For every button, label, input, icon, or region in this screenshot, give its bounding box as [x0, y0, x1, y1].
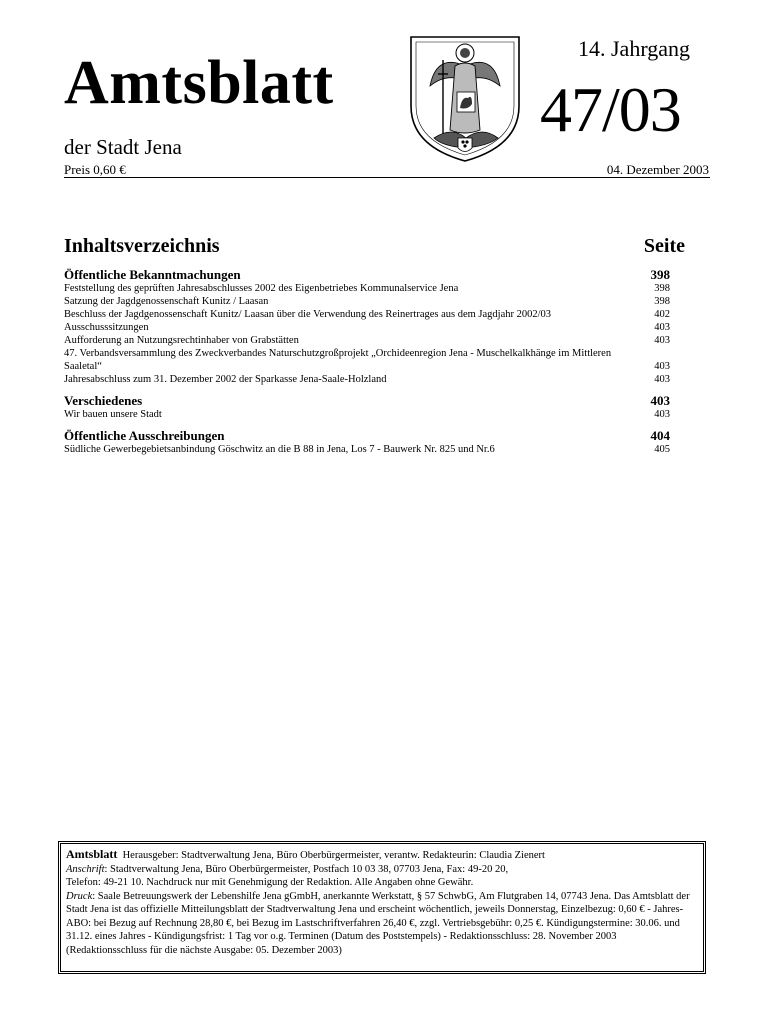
table-of-contents — [64, 236, 685, 456]
imprint-print-label: Druck — [66, 890, 93, 902]
masthead-subtitle: der Stadt Jena — [64, 135, 182, 159]
issue-number: 47/03 — [540, 74, 681, 145]
header-divider — [64, 177, 710, 178]
toc-entry-page: 398 — [654, 283, 670, 294]
toc-entry-text: Jahresabschluss zum 31. Dezember 2002 der Sparkasse Jena-Saale-Holzland — [64, 374, 387, 385]
toc-entry — [64, 347, 670, 373]
toc-section-title: Öffentliche Ausschreibungen — [64, 428, 225, 443]
toc-entry-text: Aufforderung an Nutzungsrechtinhaber von Grabstätten — [64, 335, 299, 346]
toc-entry — [64, 443, 670, 456]
toc-heading: Inhaltsverzeichnis — [64, 235, 220, 257]
toc-entry-text: Wir bauen unsere Stadt — [64, 409, 162, 420]
imprint-next-deadline: (Redaktionsschluss für die nächste Ausgabe: 05. Dezember 2003) — [66, 944, 342, 956]
toc-section-heading — [64, 393, 670, 408]
toc-entry-page: 403 — [654, 409, 670, 420]
toc-heading-row — [64, 236, 685, 256]
toc-entry-page: 398 — [654, 296, 670, 307]
toc-entry-text: Südliche Gewerbegebietsanbindung Göschwitz an die B 88 in Jena, Los 7 - Bauwerk Nr. 825 und Nr.6 — [64, 444, 495, 455]
toc-page-heading: Seite — [643, 235, 685, 257]
imprint-publisher: Herausgeber: Stadtverwaltung Jena, Büro Oberbürgermeister, verantw. Redakteurin: Claudia Zienert — [122, 850, 545, 861]
toc-entry-text: Feststellung des geprüften Jahresabschlusses 2002 des Eigenbetriebes Kommunalservice Jena — [64, 283, 459, 294]
imprint-title: Amtsblatt — [66, 847, 118, 861]
toc-entry-text: Ausschusssitzungen — [64, 322, 149, 333]
masthead-title: Amtsblatt — [64, 49, 334, 117]
toc-section-title: Verschiedenes — [64, 393, 143, 408]
volume-label: 14. Jahrgang — [578, 36, 691, 61]
city-coat-of-arms-icon — [408, 34, 522, 164]
toc-entry — [64, 373, 670, 386]
toc-entry-page: 402 — [654, 309, 670, 320]
toc-section-heading — [64, 428, 670, 443]
imprint-address: : Stadtverwaltung Jena, Büro Oberbürgermeister, Postfach 10 03 38, 07703 Jena, Fax: 49-20 20, — [104, 863, 509, 875]
toc-entry — [64, 321, 670, 334]
imprint-print: : Saale Betreuungswerk der Lebenshilfe Jena gGmbH, anerkannte Werkstatt, § 57 SchwbG, Am Flutgraben 14, 07743 Jena. Das Amtsblatt der Stadt Jena ist das offizielle Mitteilungsblatt der Stadtverwaltung Jena und erscheint wöchentlich, jeweils Donnerstag, Einzelbezug: 0,60 € - Jahres-ABO: bei Bezug auf Rechnung 28,80 €, bei Bezug im Lastschriftverfahren 26,40 €, zzgl. Vertriebsgebühr: 0,25 €. Kündigungstermine: 30.06. und 31.12. eines Jahres - Kündigungsfrist: 1 Tag vor o.g. Terminen (Datum des Poststempels) - Redaktionsschluss: 28. November 2003 — [66, 890, 690, 942]
toc-entry-page: 403 — [654, 322, 670, 333]
imprint-phone: Telefon: 49-21 10. Nachdruck nur mit Genehmigung der Redaktion. Alle Angaben ohne Gewähr. — [66, 877, 474, 888]
imprint-address-label: Anschrift — [66, 863, 105, 875]
toc-section-page: 398 — [650, 267, 670, 282]
imprint-box — [58, 841, 706, 974]
toc-entry-page: 403 — [654, 374, 670, 385]
issue-date: 04. Dezember 2003 — [606, 162, 709, 177]
toc-entry-text: 47. Verbandsversammlung des Zweckverbandes Naturschutzgroßprojekt „Orchideenregion Jena - Muschelkalkhänge im Mittleren Saaletal“ — [64, 348, 612, 372]
toc-section-title: Öffentliche Bekanntmachungen — [64, 267, 241, 282]
toc-entry — [64, 334, 670, 347]
toc-entry-text: Beschluss der Jagdgenossenschaft Kunitz/ Laasan über die Verwendung des Reinertrages aus dem Jagdjahr 2002/03 — [64, 309, 552, 320]
toc-entry — [64, 408, 670, 421]
toc-entry — [64, 282, 670, 295]
toc-section-heading — [64, 267, 670, 282]
toc-entry-page: 403 — [654, 361, 670, 372]
toc-section-page: 404 — [650, 428, 670, 443]
toc-section-page: 403 — [650, 393, 670, 408]
toc-entry-text: Satzung der Jagdgenossenschaft Kunitz / Laasan — [64, 296, 269, 307]
toc-entry-page: 405 — [654, 444, 670, 455]
toc-entry-page: 403 — [654, 335, 670, 346]
price-label: Preis 0,60 € — [64, 162, 126, 177]
toc-entry — [64, 295, 670, 308]
toc-entry — [64, 308, 670, 321]
